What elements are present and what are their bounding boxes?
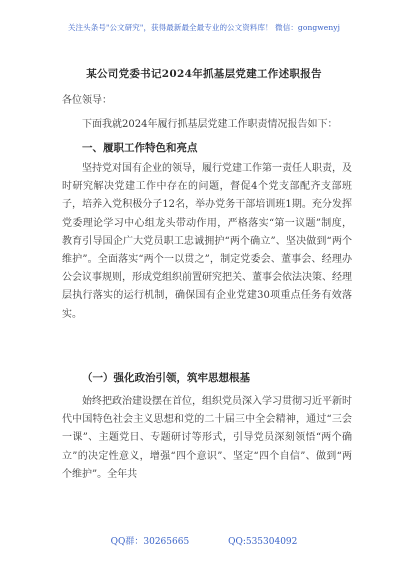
section-1-paragraph: 坚持党对国有企业的领导，履行党建工作第一责任人职责，及时研究解决党建工作中存在的问题，督促4个党支部配齐支部班子，培养入党积极分子12名，举办党务干部培训班1期。充分发挥党委理论学习中心组龙头带动作用，严格落实“第一议题”制度，教育引导国企广大党员职工忠诚拥护“两个确立”、坚决做到“两个维护”。全面落实“两个一以贯之”，制定党委会、董事会、经理办公会议事规则，形成党组织前置研究把关、董事会依法决策、经理层执行落实的运行机制，确保国有企业党建30项重点任务有效落实。 (62, 163, 352, 320)
subsection-1-paragraph: 始终把政治建设摆在首位，组织党员深入学习贯彻习近平新时代中国特色社会主义思想和党的二十届三中全会精神，通过“三会一课”、主题党日、专题研讨等形式，引导党员深刻领悟“两个确立”的决定性意义，增强“四个意识”、坚定“四个自信”、做到“两个维护”。全年共 (62, 396, 352, 480)
qq-contact-label: QQ:535304092 (228, 537, 298, 547)
promo-banner: 关注头条号"公文研究"，获得最新最全最专业的公文资料库！ 微信：gongwenyj (67, 23, 341, 32)
document-title: 某公司党委书记2024年抓基层党建工作述职报告 (86, 68, 322, 80)
contact-footer (0, 534, 408, 547)
intro-paragraph: 下面我就2024年履行抓基层党建工作职责情况报告如下： (82, 119, 338, 130)
qq-group-label: QQ群：30265665 (110, 537, 190, 547)
salutation: 各位领导： (62, 95, 112, 106)
subsection-heading-1: （一）强化政治引领，筑牢思想根基 (82, 372, 250, 384)
section-heading-1: 一、履职工作特色和亮点 (82, 142, 198, 154)
